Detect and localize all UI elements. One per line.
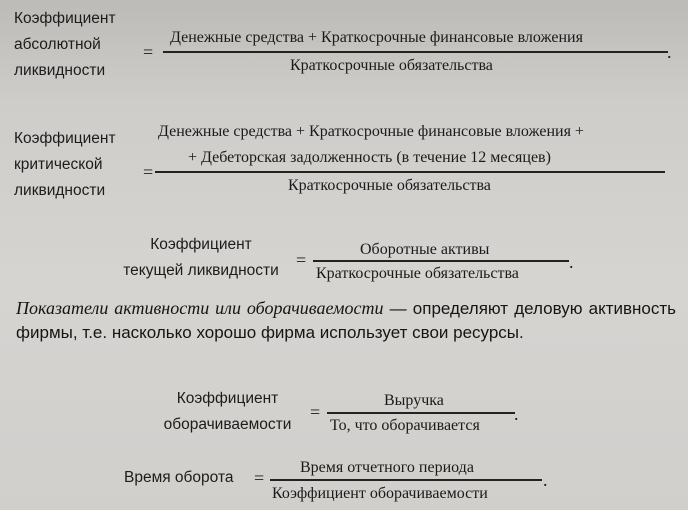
formula-current-liquidity-label (106, 232, 296, 284)
equals-sign: = (310, 402, 321, 422)
numerator-line-2: + Дебеторская задолженность (в течение 12 месяцев) (188, 149, 551, 166)
fraction-bar (270, 479, 542, 481)
equals-sign: = (296, 250, 307, 270)
label-line: текущей ликвидности (123, 262, 279, 279)
formula-absolute-liquidity-label (14, 6, 116, 84)
fraction-bar (313, 260, 569, 262)
period: . (667, 42, 672, 62)
numerator-line-1: Денежные средства + Краткосрочные финансовые вложения + (158, 123, 584, 140)
numerator: Время отчетного периода (300, 459, 474, 476)
equals-sign: = (143, 42, 154, 62)
denominator: Коэффициент оборачиваемости (272, 485, 488, 502)
numerator: Оборотные активы (360, 241, 490, 258)
paragraph-text: — определяют деловую активность фирмы, т.е. насколько хорошо фирма использует свои ресурсы. (16, 299, 676, 342)
denominator: Краткосрочные обязательства (288, 177, 491, 194)
label-line: критической (14, 156, 103, 173)
label-line: Коэффициент (150, 236, 252, 253)
formula-turnover-time-label: Время оборота (124, 469, 234, 486)
numerator: Выручка (384, 392, 444, 409)
period: . (569, 252, 574, 272)
fraction-bar (163, 51, 668, 53)
denominator: Краткосрочные обязательства (290, 57, 493, 74)
label-line: ликвидности (14, 182, 106, 199)
period: . (514, 404, 519, 424)
fraction-bar (155, 171, 665, 173)
label-line: абсолютной (14, 36, 101, 53)
paragraph-italic-term: Показатели активности или оборачиваемости (16, 298, 384, 318)
label-line: Коэффициент (14, 130, 116, 147)
denominator: Краткосрочные обязательства (316, 265, 519, 282)
paragraph-activity-indicators (16, 296, 676, 345)
numerator: Денежные средства + Краткосрочные финансовые вложения (170, 29, 583, 46)
formula-critical-liquidity-label (14, 126, 116, 204)
equals-sign: = (143, 162, 154, 182)
period: . (543, 470, 548, 490)
fraction-bar (327, 412, 515, 414)
equals-sign: = (254, 468, 265, 488)
formula-turnover-ratio-label (150, 386, 305, 438)
label-line: Коэффициент (14, 10, 116, 27)
label-line: оборачиваемости (163, 416, 292, 433)
label-line: ликвидности (14, 62, 106, 79)
denominator: То, что оборачивается (330, 417, 480, 434)
label-line: Коэффициент (176, 390, 279, 407)
